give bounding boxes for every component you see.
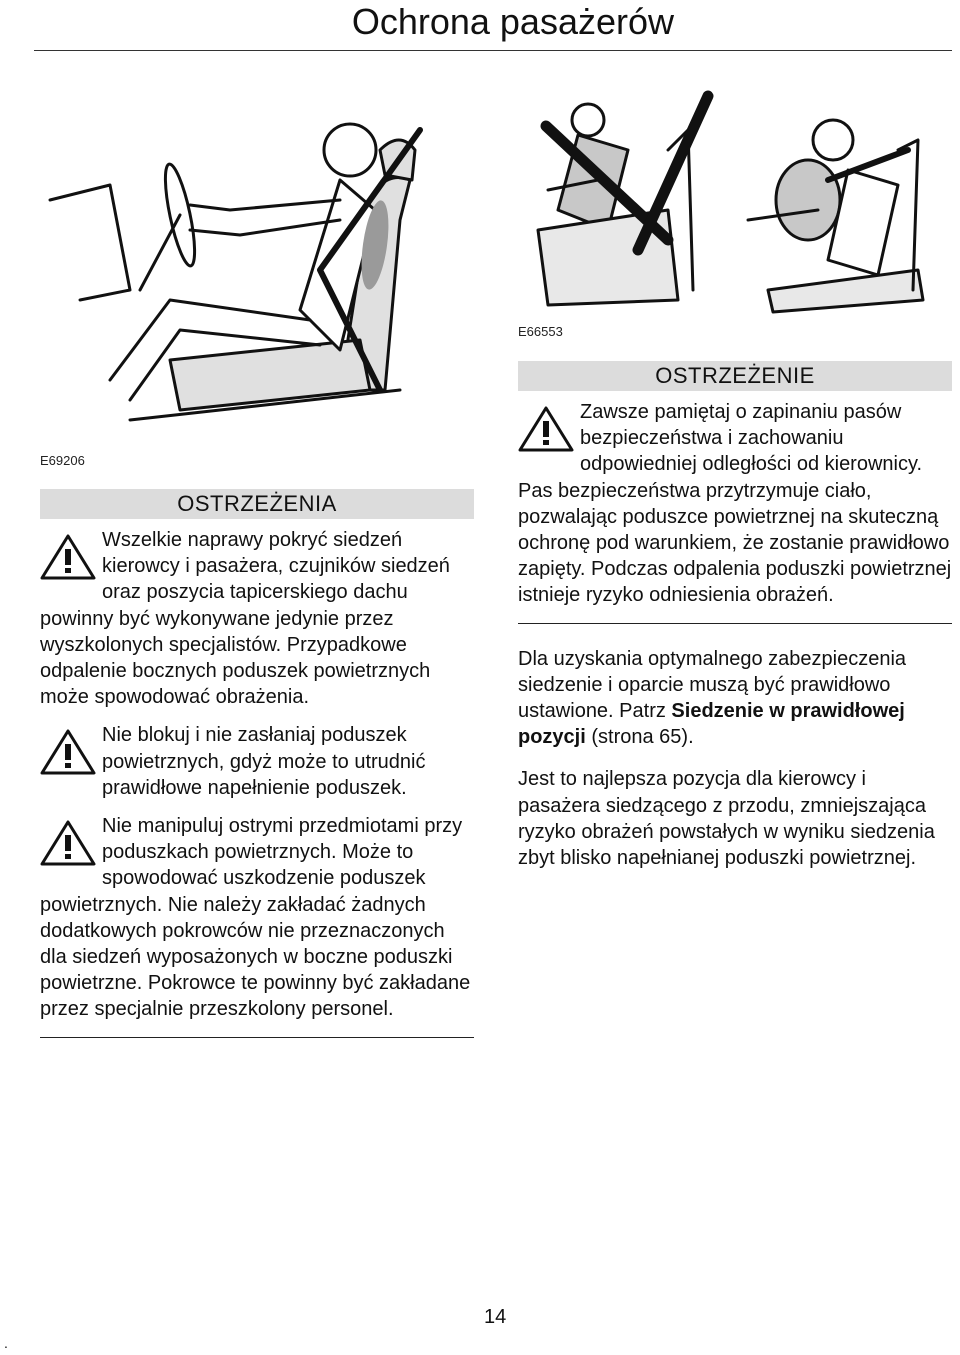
warning-item-1 [40, 527, 474, 710]
warning-triangle-icon [40, 728, 96, 776]
warning-item-3 [40, 813, 474, 1023]
warning-heading-left: OSTRZEŻENIA [40, 489, 474, 519]
warning-end-rule-right [518, 623, 952, 624]
warning-end-rule-left [40, 1037, 474, 1038]
warning-text-1: Wszelkie naprawy pokryć siedzeń kierowcy i pasażera, czujników siedzeń oraz poszycia tapicerskiego dachu powinny być wykonywane jedynie przez wyszkolonych specjalistów. Przypadkowe odpalenie bocznych poduszek powietrznych może spowodować obrażenia. [40, 529, 450, 709]
seat-adjust-paragraph [518, 646, 952, 751]
warning-heading-right: OSTRZEŻENIE [518, 361, 952, 391]
figure-code-left: E69206 [40, 453, 85, 468]
title-rule [34, 50, 952, 51]
warning-text-3: Nie manipuluj ostrymi przedmiotami przy poduszkach powietrznych. Może to spowodować uszkodzenie poduszek powietrznych. Nie należy zakładać żadnych dodatkowych pokrowców nie przeznaczonych dla siedzeń wyposażonych w boczne poduszki powietrzne. Pokrowce te powinny być zakładane przez specjalnie przeszkolony personel. [40, 815, 471, 1021]
corner-mark: . [4, 1335, 8, 1351]
warning-item-right [518, 399, 952, 609]
right-column [518, 361, 952, 887]
incorrect-posture-illustration [518, 90, 952, 318]
warning-text-right: Zawsze pamiętaj o zapinaniu pasów bezpieczeństwa i zachowaniu odpowiedniej odległości od kierownicy. Pas bezpieczeństwa przytrzymuje ciało, pozwalając poduszce powietrznej na skuteczną ochronę pod warunkiem, że zostanie prawidłowo zapięty. Podczas odpalenia poduszki powietrznej istnieje ryzyko odniesienia obrażeń. [518, 401, 952, 607]
driver-seat-illustration [40, 90, 474, 442]
warning-triangle-icon [40, 819, 96, 867]
warning-triangle-icon [40, 533, 96, 581]
seat-adjust-page-ref: (strona 65). [591, 726, 694, 749]
figure-code-right: E66553 [518, 324, 563, 339]
warning-triangle-icon [518, 405, 574, 453]
seat-adjust-text: Dla uzyskania optymalnego zabezpieczenia siedzenie i oparcie muszą być prawidłowo ustawione. Patrz [518, 647, 907, 723]
page-number: 14 [484, 1306, 507, 1328]
page-title: Ochrona pasażerów [351, 1, 674, 42]
figure-incorrect-postures [518, 90, 952, 318]
best-position-paragraph: Jest to najlepsza pozycja dla kierowcy i pasażera siedzącego z przodu, zmniejszająca ryzyko obrażeń powstałych w wyniku siedzenia zbyt blisko napełnianej poduszki powietrznej. [518, 768, 935, 870]
seat-position-link[interactable]: Siedzenie w prawidłowej pozycji [518, 700, 905, 749]
warning-item-2 [40, 722, 474, 801]
warning-text-2: Nie blokuj i nie zasłaniaj poduszek powietrznych, gdyż może to utrudnić prawidłowe napełnienie poduszek. [102, 724, 426, 799]
left-column [40, 489, 474, 1038]
figure-driver-seated [40, 90, 474, 442]
